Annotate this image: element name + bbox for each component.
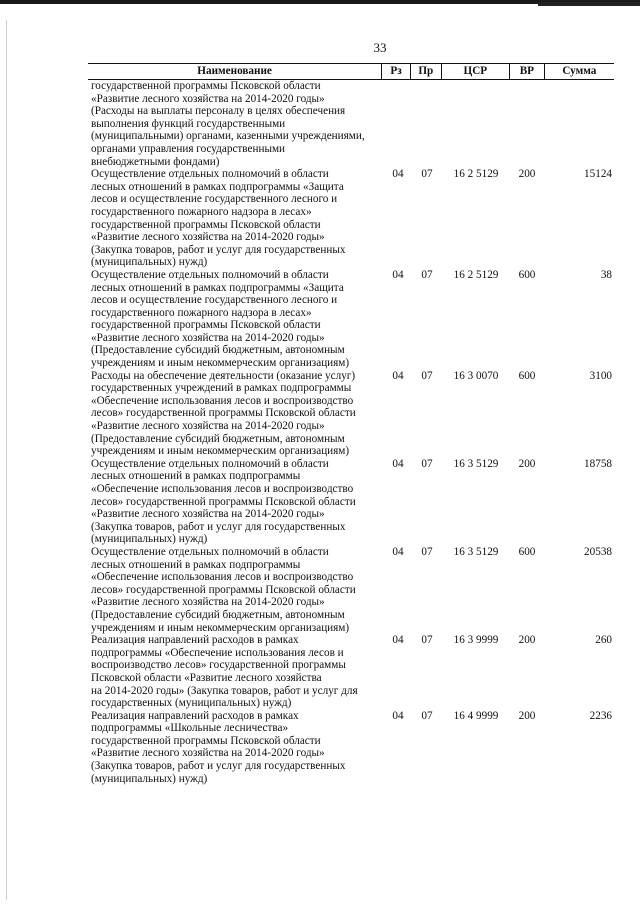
- table-row: [88, 168, 614, 269]
- row-sum: 18758: [584, 457, 612, 470]
- row-pr: 07: [421, 634, 433, 647]
- scan-corner-mark: [538, 2, 640, 6]
- row-pr: [412, 80, 442, 168]
- row-csr: 16 4 9999: [453, 709, 499, 722]
- table-row: [88, 370, 614, 458]
- table-row: [88, 710, 614, 786]
- scan-left-edge: [6, 20, 7, 900]
- row-name: Реализация направлений расходов в рамках подпрограммы «Обеспечение использования лесов и воспроизводство лесов» государственной программы Псковской области «Развитие лесного хозяйства на 2014-2020 годы» (Закупка товаров, работ и услуг для государственных (муниципальных) нужд): [91, 634, 358, 710]
- row-name: Осуществление отдельных полномочий в области лесных отношений в рамках подпрограммы «Защита лесов и осуществление государственного лесного и государственного пожарного надзора в лесах» государственной программы Псковской области «Развитие лесного хозяйства на 2014-2020 годы» (Закупка товаров, работ и услуг для государственных (муниципальных) нужд): [91, 168, 346, 269]
- row-sum: 15124: [584, 168, 612, 181]
- row-sum: 260: [595, 634, 612, 647]
- header-vr: ВР: [509, 64, 544, 79]
- row-vr: 200: [518, 457, 536, 470]
- row-pr: 07: [421, 369, 433, 382]
- row-rz: [384, 80, 412, 168]
- row-name: Осуществление отдельных полномочий в области лесных отношений в рамках подпрограммы «Обеспечение использования лесов и воспроизводство лесов» государственной программы Псковской области «Развитие лесного хозяйства на 2014-2020 годы» (Предоставление субсидий бюджетным, автономным учреждениям и иным некоммерческим организациям): [91, 545, 356, 634]
- row-csr: 16 3 5129: [453, 545, 499, 558]
- row-name: Реализация направлений расходов в рамках подпрограммы «Школьные лесничества» государственной программы Псковской области «Развитие лесного хозяйства на 2014-2020 годы» (Закупка товаров, работ и услуг для государственных (муниципальных) нужд): [91, 709, 346, 785]
- row-sum: [544, 80, 614, 168]
- row-sum: 38: [600, 268, 612, 281]
- row-name: Расходы на обеспечение деятельности (оказание услуг) государственных учреждений в рамках подпрограммы «Обеспечение использования лесов и воспроизводство лесов» государственной программы Псковской области «Развитие лесного хозяйства на 2014-2020 годы» (Предоставление субсидий бюджетным, автономным учреждениям и иным некоммерческим организациям): [91, 369, 356, 458]
- row-csr: 16 2 5129: [453, 268, 499, 281]
- table-row: [88, 269, 614, 370]
- row-vr: 600: [518, 369, 536, 382]
- row-sum: 2236: [589, 709, 612, 722]
- row-name: государственной программы Псковской области «Развитие лесного хозяйства на 2014-2020 годы» (Расходы на выплаты персоналу в целях обеспечения выполнения функций государственными (муниципальными) органами, казенными учреждениями, органами управления государственными внебюджетными фондами): [91, 80, 365, 168]
- row-rz: 04: [392, 168, 404, 181]
- row-vr: [510, 80, 544, 168]
- header-name: Наименование: [197, 65, 272, 77]
- row-rz: 04: [392, 369, 404, 382]
- header-sum: Сумма: [544, 64, 614, 79]
- table-row: [88, 634, 614, 710]
- row-sum: 3100: [589, 369, 612, 382]
- header-csr: ЦСР: [441, 64, 509, 79]
- row-rz: 04: [392, 268, 404, 281]
- header-pr: Пр: [410, 64, 441, 79]
- row-rz: 04: [392, 545, 404, 558]
- row-csr: 16 3 5129: [453, 457, 499, 470]
- row-csr: [442, 80, 510, 168]
- table-row: [88, 458, 614, 546]
- header-rz: Рз: [381, 64, 410, 79]
- row-vr: 200: [518, 168, 536, 181]
- row-pr: 07: [421, 709, 433, 722]
- row-csr: 16 2 5129: [453, 168, 499, 181]
- table-row: [88, 80, 614, 168]
- row-vr: 600: [518, 268, 536, 281]
- row-pr: 07: [421, 168, 433, 181]
- row-pr: 07: [421, 268, 433, 281]
- row-vr: 200: [518, 709, 536, 722]
- table-header: [88, 63, 614, 80]
- row-name: Осуществление отдельных полномочий в области лесных отношений в рамках подпрограммы «Защита лесов и осуществление государственного лесного и государственного пожарного надзора в лесах» государственной программы Псковской области «Развитие лесного хозяйства на 2014-2020 годы» (Предоставление субсидий бюджетным, автономным учреждениям и иным некоммерческим организациям): [91, 268, 350, 370]
- table-row: [88, 546, 614, 634]
- row-csr: 16 3 0070: [453, 369, 499, 382]
- row-pr: 07: [421, 457, 433, 470]
- row-rz: 04: [392, 709, 404, 722]
- page-number: 33: [373, 40, 387, 55]
- row-vr: 200: [518, 634, 536, 647]
- row-name: Осуществление отдельных полномочий в области лесных отношений в рамках подпрограммы «Обеспечение использования лесов и воспроизводство лесов» государственной программы Псковской области «Развитие лесного хозяйства на 2014-2020 годы» (Закупка товаров, работ и услуг для государственных (муниципальных) нужд): [91, 457, 356, 546]
- row-vr: 600: [518, 545, 536, 558]
- row-csr: 16 3 9999: [453, 634, 499, 647]
- row-rz: 04: [392, 457, 404, 470]
- row-sum: 20538: [584, 545, 612, 558]
- row-rz: 04: [392, 634, 404, 647]
- budget-table: [88, 63, 614, 785]
- row-pr: 07: [421, 545, 433, 558]
